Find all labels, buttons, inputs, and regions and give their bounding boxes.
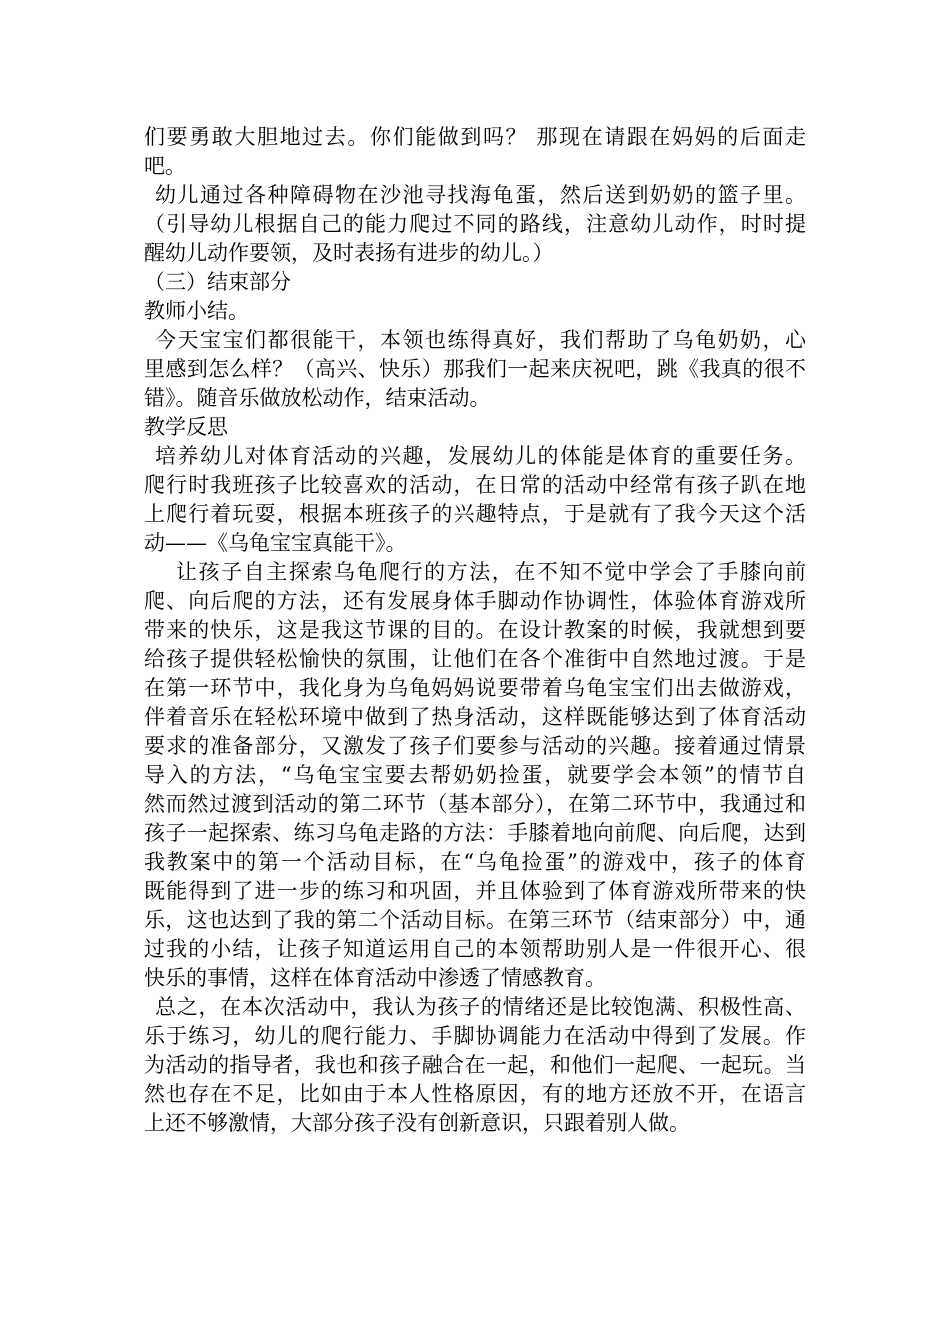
subheading-teacher-summary: 教师小结。 [144, 299, 249, 323]
text-line: 伴着音乐在轻松环境中做到了热身活动，这样既能够达到了体育活动 [144, 705, 806, 729]
text-line: 吧。 [144, 154, 186, 178]
text-line: 错》。随音乐做放松动作，结束活动。 [144, 386, 491, 410]
text-line: 动——《乌龟宝宝真能干》。 [144, 531, 407, 555]
text-line: 上还不够激情，大部分孩子没有创新意识，只跟着别人做。 [144, 1111, 690, 1135]
text-line: 我教案中的第一个活动目标，在“乌龟捡蛋”的游戏中，孩子的体育 [144, 850, 806, 874]
text-line: 过我的小结，让孩子知道运用自己的本领帮助别人是一件很开心、很 [144, 937, 806, 961]
text-line: 为活动的指导者，我也和孩子融合在一起，和他们一起爬、一起玩。当 [144, 1053, 806, 1077]
text-line: （引导幼儿根据自己的能力爬过不同的路线，注意幼儿动作，时时提 [144, 212, 806, 236]
text-line: 快乐的事情，这样在体育活动中渗透了情感教育。 [144, 966, 606, 990]
text-line: 要求的准备部分，又激发了孩子们要参与活动的兴趣。接着通过情景 [144, 734, 806, 758]
section-heading-reflection: 教学反思 [144, 415, 228, 439]
text-line: 爬、向后爬的方法，还有发展身体手脚动作协调性，体验体育游戏所 [144, 589, 806, 613]
text-line: 们要勇敢大胆地过去。你们能做到吗？ 那现在请跟在妈妈的后面走 [144, 125, 806, 149]
text-line: 导入的方法，“乌龟宝宝要去帮奶奶捡蛋，就要学会本领”的情节自 [144, 763, 806, 787]
text-line: 乐，这也达到了我的第二个活动目标。在第三环节（结束部分）中，通 [144, 908, 806, 932]
text-line: 幼儿通过各种障碍物在沙池寻找海龟蛋，然后送到奶奶的篮子里。 [155, 183, 806, 207]
text-line: 既能得到了进一步的练习和巩固，并且体验到了体育游戏所带来的快 [144, 879, 806, 903]
paragraph-reflection-2 [144, 558, 806, 993]
text-line: 今天宝宝们都很能干，本领也练得真好，我们帮助了乌龟奶奶，心 [155, 328, 806, 352]
text-line: 里感到怎么样？（高兴、快乐）那我们一起来庆祝吧，跳《我真的很不 [144, 357, 806, 381]
text-line: 然而然过渡到活动的第二环节（基本部分），在第二环节中，我通过和 [144, 792, 806, 816]
document-page [144, 123, 806, 1138]
text-line: 在第一环节中，我化身为乌龟妈妈说要带着乌龟宝宝们出去做游戏， [144, 676, 806, 700]
text-line: 给孩子提供轻松愉快的氛围，让他们在各个准街中自然地过渡。于是 [144, 647, 806, 671]
text-line: 乐于练习，幼儿的爬行能力、手脚协调能力在活动中得到了发展。作 [144, 1024, 806, 1048]
text-line: 培养幼儿对体育活动的兴趣，发展幼儿的体能是体育的重要任务。 [155, 444, 806, 468]
paragraph-intro-continuation [144, 123, 806, 181]
text-line: 醒幼儿动作要领，及时表扬有进步的幼儿。） [144, 241, 554, 265]
text-line: 然也存在不足，比如由于本人性格原因，有的地方还放不开，在语言 [144, 1082, 806, 1106]
paragraph-reflection-1 [144, 442, 806, 558]
text-line: 总之，在本次活动中，我认为孩子的情绪还是比较饱满、积极性高、 [155, 995, 806, 1019]
paragraph-summary [144, 326, 806, 413]
text-line: 上爬行着玩耍，根据本班孩子的兴趣特点，于是就有了我今天这个活 [144, 502, 806, 526]
paragraph-conclusion [144, 993, 806, 1138]
section-heading-end: （三）结束部分 [144, 270, 291, 294]
text-line: 带来的快乐，这是我这节课的目的。在设计教案的时候，我就想到要 [144, 618, 806, 642]
text-line: 让孩子自主探索乌龟爬行的方法，在不知不觉中学会了手膝向前 [176, 560, 806, 584]
paragraph-activity [144, 181, 806, 268]
text-line: 孩子一起探索、练习乌龟走路的方法：手膝着地向前爬、向后爬，达到 [144, 821, 806, 845]
text-line: 爬行时我班孩子比较喜欢的活动，在日常的活动中经常有孩子趴在地 [144, 473, 806, 497]
